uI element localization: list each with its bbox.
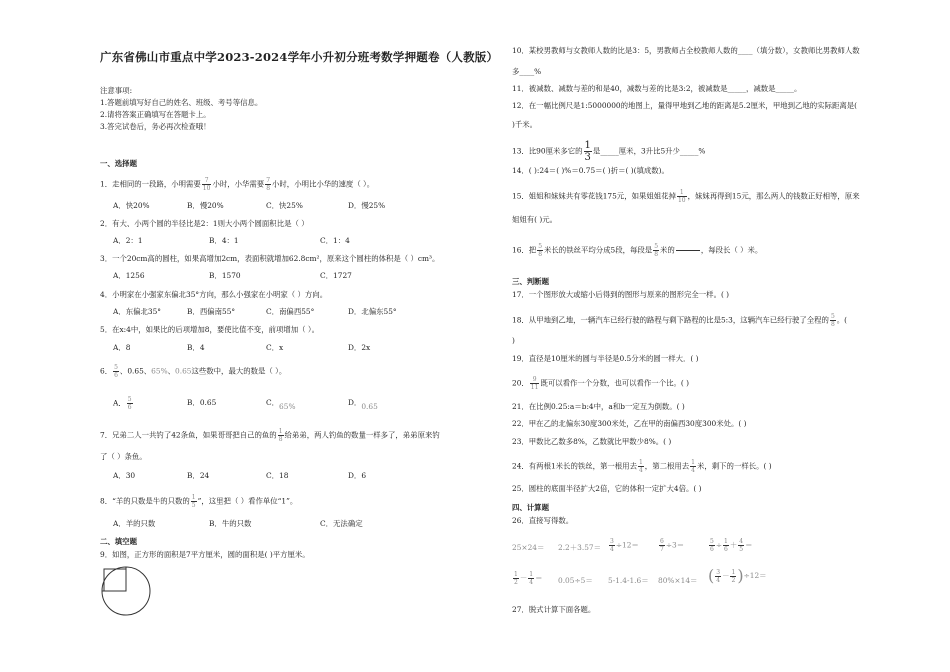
calc-7: 0.05÷5＝ (558, 576, 593, 585)
q2-option-b[interactable]: B．4：1 (209, 236, 239, 245)
fraction: $\frac{1}{4}$ (691, 459, 695, 474)
section-choice-heading: 一、选择题 (100, 159, 137, 168)
calc-2: 2.2＋3.57＝ (558, 543, 601, 552)
q7-option-c[interactable]: C．18 (266, 471, 289, 480)
question-10: 10．某校男教师与女教师人数的比是3：5，男教师占全校教师人数的____（填分数），女教师比男教师人数 (512, 46, 860, 55)
question-9: 9．如图，正方形的面积是7平方厘米，圆的面积是( )平方厘米。 (100, 550, 310, 559)
question-11: 11．被减数、减数与差的和是40，减数与差的比是3:2，被减数是_____，减数是_____。 (512, 84, 802, 93)
calc-10: ( $\frac{3}{4}$ － $\frac{1}{2}$ )÷12＝ (708, 566, 767, 585)
q7-option-b[interactable]: B．24 (187, 471, 210, 480)
question-22: 22．甲在乙的北偏东30度300米处，乙在甲的南偏西30度300米处。( ) (512, 419, 747, 428)
question-12: 12．在一幅比例尺是1:5000000的地图上，量得甲地到乙地的距离是5.2厘米，甲地到乙地的实际距离是( (512, 101, 857, 110)
q1-option-a[interactable]: A．快20% (113, 201, 150, 210)
question-4: 4．小明家在小强家东偏北35°方向，那么小强家在小明家（ ）方向。 (100, 290, 328, 299)
question-19: 19．直径是10厘米的圆与半径是0.5分米的圆一样大．( ) (512, 354, 699, 363)
q8-option-b[interactable]: B．牛的只数 (209, 519, 252, 528)
q6-option-d[interactable]: D．0.65 (348, 398, 378, 411)
note-3: 3.答完试卷后，务必再次检查哦！ (100, 122, 211, 131)
fraction: $\frac{1}{5}$ (191, 494, 196, 509)
q1-option-b[interactable]: B．慢20% (187, 201, 224, 210)
q3-option-b[interactable]: B．1570 (209, 271, 241, 280)
fraction: $\frac{1}{4}$ (638, 459, 643, 474)
section-fill-heading: 二、填空题 (100, 537, 137, 546)
q6-option-a[interactable]: A． $\frac{5}{6}$ (113, 396, 132, 411)
question-5: 5．在x:4中，如果比的后项增加8，要使比值不变，前项增加（ ）。 (100, 325, 319, 334)
fraction: $\frac{5}{8}$ (654, 243, 659, 258)
question-13: 13．比90厘米多它的 $\frac{1}{3}$ 是_____厘米，3升比5升少_____% (512, 140, 706, 163)
question-21: 21．在比例0.25:a＝b:4中，a和b一定互为倒数。( ) (512, 402, 685, 411)
page-title: 广东省佛山市重点中学2023-2024学年小升初分班考数学押题卷（人教版） (100, 50, 499, 64)
question-23: 23．甲数比乙数多8%，乙数就比甲数少8%。( ) (512, 437, 672, 446)
calc-5: $\frac{5}{6}$ ÷ $\frac{1}{6}$ ＋ $\frac{4}{5}$ ＝ (710, 538, 753, 553)
q5-option-b[interactable]: B．4 (187, 343, 205, 352)
question-17: 17．一个图形放大或缩小后得到的图形与原来的图形完全一样。( ) (512, 290, 730, 299)
q6-option-c[interactable]: C．65% (266, 398, 296, 411)
q4-option-a[interactable]: A．东偏北35° (113, 307, 161, 316)
fraction: $\frac{5}{6}$ (127, 396, 132, 411)
q2-option-c[interactable]: C．1：4 (320, 236, 350, 245)
q1-option-d[interactable]: D．慢25% (348, 201, 386, 210)
fraction: $\frac{1}{3}$ (584, 140, 591, 163)
question-3: 3．一个20cm高的圆柱，如果高增加2cm，表面积就增加62.8cm²，原来这个圆柱的体积是（ ）cm³。 (100, 254, 440, 263)
q8-option-c[interactable]: C．无法确定 (320, 519, 363, 528)
q4-option-c[interactable]: C．南偏西55° (266, 307, 315, 316)
fraction: $\frac{5}{8}$ (830, 313, 835, 328)
section-calc-heading: 四、计算题 (512, 503, 549, 512)
question-7: 7．兄弟二人一共钓了42条鱼，如果哥哥把自己的鱼的 $\frac{1}{8}$ 给弟弟，两人钓鱼的数量一样多了，弟弟原来钓 (100, 428, 440, 443)
q5-option-d[interactable]: D．2x (348, 343, 371, 352)
question-24: 24．有两根1米长的铁丝，第一根用去 $\frac{1}{4}$ ，第二根用去 $\frac{1}{4}$ 米，剩下的一样长。( ) (512, 459, 772, 474)
fraction: $\frac{7}{10}$ (202, 177, 211, 192)
fraction: $\frac{5}{6}$ (114, 364, 118, 379)
fraction: $\frac{1}{8}$ (278, 428, 283, 443)
question-18-line2: ) (512, 336, 515, 345)
q3-option-a[interactable]: A．1256 (113, 271, 145, 280)
question-27: 27．脱式计算下面各题。 (512, 605, 596, 614)
question-15-line2: 姐姐有( )元。 (512, 215, 558, 224)
question-2: 2．有大、小两个圆的半径比是2：1则大小两个圆面积比是（ ） (100, 219, 309, 228)
question-16: 16．把 $\frac{5}{8}$ 米长的铁丝平均分成5段，每段是 $\frac{5}{8}$ 米的 ，每段长（ ）米。 (512, 243, 763, 258)
calc-3: $\frac{3}{4}$ ÷12＝ (610, 538, 639, 553)
question-10-line2: 多____% (512, 67, 542, 76)
fraction: $\frac{5}{8}$ (538, 243, 543, 258)
q4-option-d[interactable]: D．北偏东55° (348, 307, 397, 316)
q7-option-a[interactable]: A．30 (113, 471, 136, 480)
q4-option-b[interactable]: B．西偏南55° (187, 307, 236, 316)
fraction: $\frac{7}{8}$ (266, 177, 271, 192)
q2-option-a[interactable]: A．2：1 (113, 236, 143, 245)
question-8: 8．“羊的只数是牛的只数的 $\frac{1}{5}$ ”，这里把（ ）看作单位“1”。 (100, 494, 298, 509)
question-25: 25．圆柱的底面半径扩大2倍，它的体积一定扩大4倍。( ) (512, 484, 702, 493)
fraction: $\frac{1}{10}$ (677, 189, 686, 204)
q8-option-a[interactable]: A．羊的只数 (113, 519, 156, 528)
q5-option-a[interactable]: A．8 (113, 343, 131, 352)
section-judge-heading: 三、判断题 (512, 277, 549, 286)
q7-option-d[interactable]: D．6 (348, 471, 367, 480)
question-26: 26．直接写得数。 (512, 516, 574, 525)
note-1: 1.答题前填写好自己的姓名、班级、考号等信息。 (100, 98, 263, 107)
question-7-line2: 了（ ）条鱼。 (100, 452, 147, 461)
notes-title: 注意事项: (100, 86, 133, 95)
note-2: 2.请将答案正确填写在答题卡上。 (100, 110, 211, 119)
q6-option-b[interactable]: B．0.65 (187, 398, 217, 407)
fraction: $\frac{9}{11}$ (530, 376, 539, 391)
blank-fraction[interactable] (676, 243, 700, 258)
q3-option-c[interactable]: C．1727 (320, 271, 352, 280)
question-1: 1．走相同的一段路，小明需要 $\frac{7}{10}$ 小时，小华需要 $\frac{7}{8}$ 小时，小明比小华的速度（ ）。 (100, 177, 375, 192)
calc-4: $\frac{6}{7}$ ÷3＝ (660, 538, 685, 553)
question-18: 18．从甲地到乙地，一辆汽车已经行驶的路程与剩下路程的比是5:3，这辆汽车已经行驶了全程的 $\frac{5}{8}$ 。( (512, 313, 848, 328)
calc-9: 80%×14＝ (658, 576, 698, 585)
circle-square-figure (100, 565, 152, 617)
question-6: 6． $\frac{5}{6}$ 、0.65、65%、0.65这些数中，最大的数是（ ）。 (100, 364, 287, 379)
calc-6: $\frac{1}{2}$ － $\frac{1}{4}$ ＝ (514, 571, 543, 586)
question-15: 15．姐姐和妹妹共有零花钱175元，如果姐姐花掉 $\frac{1}{10}$ ，妹妹再得到15元，那么两人的钱数正好相等，原来 (512, 189, 860, 204)
question-12-line2: )千米。 (512, 120, 538, 129)
q1-option-c[interactable]: C．快25% (266, 201, 303, 210)
q5-option-c[interactable]: C．x (266, 343, 284, 352)
question-20: 20． $\frac{9}{11}$ 既可以看作一个分数，也可以看作一个比。( ) (512, 376, 689, 391)
calc-1: 25×24＝ (512, 543, 545, 552)
calc-8: 5-1.4-1.6＝ (608, 576, 649, 585)
question-14: 14．( ):24＝( )%＝0.75＝( )折＝( )(填成数)。 (512, 166, 669, 175)
